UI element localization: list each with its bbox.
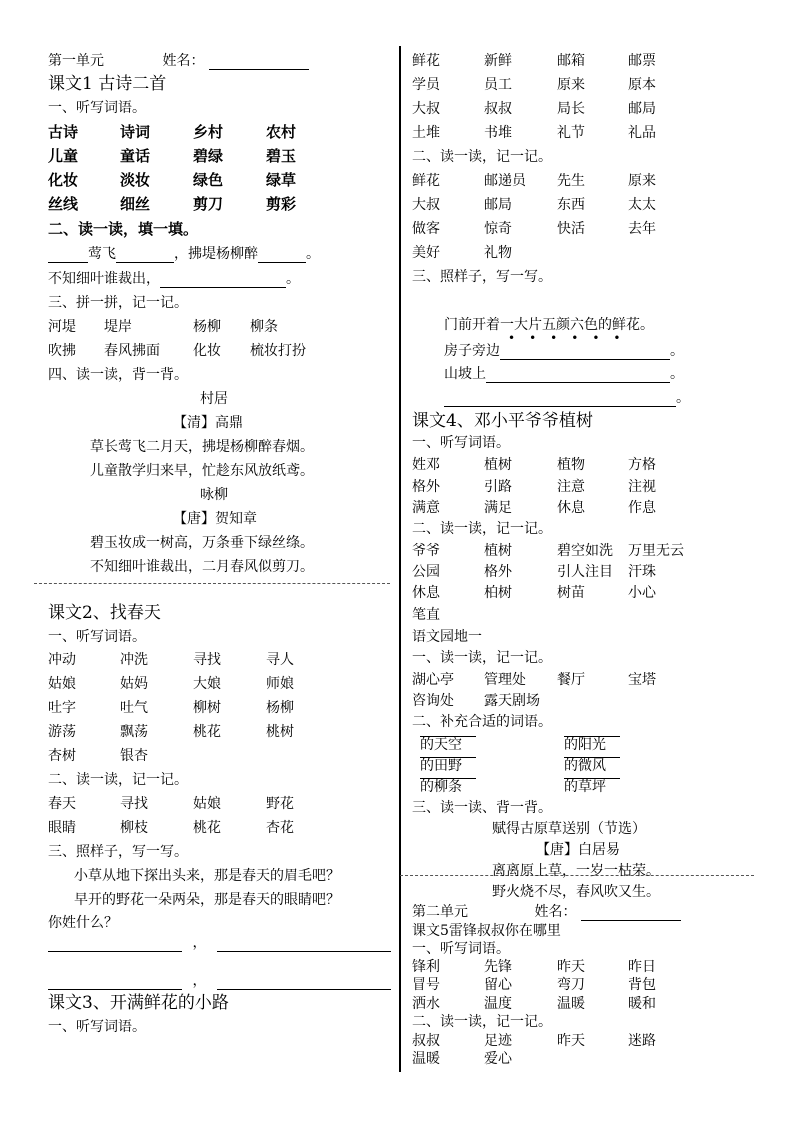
- poem-author: 【唐】白居易: [536, 842, 620, 858]
- lesson5-section2: 二、读一读，记一记。: [412, 1014, 552, 1030]
- word: 休息: [412, 585, 440, 601]
- word: 迷路: [628, 1033, 656, 1049]
- word: 乡村: [193, 123, 224, 141]
- write-blank[interactable]: [48, 951, 182, 952]
- word: 洒水: [412, 996, 440, 1012]
- word: 爷爷: [412, 543, 440, 559]
- word: 柳树: [193, 700, 221, 716]
- word: 植物: [557, 457, 585, 473]
- lesson2-section2: 二、读一读，记一记。: [48, 772, 188, 788]
- word: 细丝: [120, 195, 151, 213]
- word: 留心: [484, 977, 512, 993]
- word: 杏花: [266, 820, 294, 836]
- word: 河堤: [48, 319, 76, 335]
- lesson2-title: 课文2、找春天: [48, 603, 161, 623]
- word: 满意: [412, 500, 440, 516]
- word: 温暖: [557, 996, 585, 1012]
- poem-author: 【唐】贺知章: [173, 511, 257, 527]
- word: 惊奇: [484, 221, 512, 237]
- example-sentence: 门前开着一大片五颜六色的鲜花。: [444, 317, 654, 333]
- word: 员工: [484, 77, 512, 93]
- word: 格外: [484, 564, 512, 580]
- word: 快活: [557, 221, 585, 237]
- lesson1-section2: 二、读一读，填一填。: [48, 220, 199, 238]
- word: 书堆: [484, 125, 512, 141]
- word: 师娘: [266, 676, 294, 692]
- name-blank[interactable]: [581, 920, 681, 921]
- word: 桃花: [193, 724, 221, 740]
- word: 学员: [412, 77, 440, 93]
- word: 姓邓: [412, 457, 440, 473]
- word: 植树: [484, 457, 512, 473]
- word: 礼节: [557, 125, 585, 141]
- word: 柏树: [484, 585, 512, 601]
- lesson5-title: 课文5雷锋叔叔你在哪里: [412, 923, 561, 939]
- word: 休息: [557, 500, 585, 516]
- word: 方格: [628, 457, 656, 473]
- word: 作息: [628, 500, 656, 516]
- word: 杨柳: [193, 319, 221, 335]
- word: 诗词: [120, 123, 151, 141]
- word: 美好: [412, 245, 440, 261]
- word: 暖和: [628, 996, 656, 1012]
- word: 局长: [557, 101, 585, 117]
- lesson3-title: 课文3、开满鲜花的小路: [48, 993, 229, 1013]
- fill-text: 。: [306, 246, 320, 262]
- lesson1-section1: 一、听写词语。: [48, 100, 146, 116]
- fill-blank[interactable]: [116, 262, 174, 263]
- write-line: [48, 934, 391, 952]
- write-line: [444, 342, 684, 360]
- column-divider: [399, 46, 401, 1072]
- word: 碧玉: [266, 147, 297, 165]
- fill-text: 的田野: [420, 758, 462, 774]
- write-blank[interactable]: [486, 382, 670, 383]
- word: 格外: [412, 479, 440, 495]
- poem-line: 离离原上草，一岁一枯荣。: [492, 863, 660, 879]
- word: 小心: [628, 585, 656, 601]
- word: 树苗: [557, 585, 585, 601]
- lesson4-section2: 二、读一读，记一记。: [412, 521, 552, 537]
- word: 餐厅: [557, 672, 585, 688]
- lesson3-section1: 一、听写词语。: [48, 1019, 146, 1035]
- word: 湖心亭: [412, 672, 454, 688]
- word: 做客: [412, 221, 440, 237]
- word: 游荡: [48, 724, 76, 740]
- fill-blank[interactable]: [48, 262, 88, 263]
- write-blank[interactable]: [217, 951, 391, 952]
- fill-line-1: [48, 245, 320, 263]
- word: 新鲜: [484, 53, 512, 69]
- word: 绿草: [266, 171, 297, 189]
- word: 农村: [266, 123, 297, 141]
- word: 土堆: [412, 125, 440, 141]
- word: 注视: [628, 479, 656, 495]
- word: 邮局: [628, 101, 656, 117]
- word: 桃树: [266, 724, 294, 740]
- write-blank[interactable]: [217, 989, 391, 990]
- garden-title: 语文园地一: [412, 629, 482, 645]
- word: 邮箱: [557, 53, 585, 69]
- write-blank[interactable]: [48, 989, 182, 990]
- word: 鲜花: [412, 173, 440, 189]
- word: 原来: [557, 77, 585, 93]
- word: 桃花: [193, 820, 221, 836]
- word: 露天剧场: [484, 693, 540, 709]
- unit-header: [48, 52, 309, 70]
- word: 丝线: [48, 195, 79, 213]
- poem-line: 不知细叶谁裁出，二月春风似剪刀。: [90, 559, 314, 575]
- word: 太太: [628, 197, 656, 213]
- fill-blank[interactable]: [160, 287, 286, 288]
- word: 爱心: [484, 1051, 512, 1067]
- word: 吹拂: [48, 343, 76, 359]
- word: 管理处: [484, 672, 526, 688]
- word: 春天: [48, 796, 76, 812]
- fill-blank[interactable]: [258, 262, 306, 263]
- word: 温度: [484, 996, 512, 1012]
- lesson3-section3: 三、照样子，写一写。: [412, 269, 552, 285]
- word: 大叔: [412, 101, 440, 117]
- lesson1-section3: 三、拼一拼，记一记。: [48, 295, 188, 311]
- word: 童话: [120, 147, 151, 165]
- word: 眼睛: [48, 820, 76, 836]
- fill-text: 的阳光: [564, 737, 606, 753]
- comma: ，: [192, 973, 207, 989]
- word: 植树: [484, 543, 512, 559]
- poem-author: 【清】高鼎: [173, 415, 243, 431]
- example-sentence: 小草从地下探出头来，那是春天的眉毛吧？: [74, 868, 340, 884]
- word: 邮票: [628, 53, 656, 69]
- fill-text: 的微风: [564, 758, 606, 774]
- word: 寻找: [193, 652, 221, 668]
- word: 寻人: [266, 652, 294, 668]
- fill-text: 。: [286, 271, 300, 287]
- lesson5-section1: 一、听写词语。: [412, 941, 510, 957]
- fill-text: 莺飞: [88, 246, 116, 262]
- word: 公园: [412, 564, 440, 580]
- word: 飘荡: [120, 724, 148, 740]
- garden-section2: 二、补充合适的词语。: [412, 714, 552, 730]
- poem-line: 儿童散学归来早，忙趁东风放纸鸢。: [90, 463, 314, 479]
- word: 碧空如洗: [557, 543, 613, 559]
- word: 古诗: [48, 123, 79, 141]
- lesson3-section2: 二、读一读，记一记。: [412, 149, 552, 165]
- fill-text: 的天空: [420, 737, 462, 753]
- comma: ，: [192, 935, 207, 951]
- lesson4-section1: 一、听写词语。: [412, 435, 510, 451]
- write-line: [48, 972, 391, 990]
- word: 银杏: [120, 748, 148, 764]
- name-label: 姓名：: [534, 904, 577, 920]
- period: 。: [676, 390, 690, 406]
- word: 淡妆: [120, 171, 151, 189]
- word: 引人注目: [557, 564, 613, 580]
- word: 昨天: [557, 1033, 585, 1049]
- poem-title: 赋得古原草送别（节选）: [492, 821, 646, 837]
- name-label: 姓名：: [162, 53, 205, 69]
- word: 叔叔: [412, 1033, 440, 1049]
- example-sentence: 你姓什么？: [48, 915, 118, 931]
- word: 足迹: [484, 1033, 512, 1049]
- word: 吐气: [120, 700, 148, 716]
- unit-label: 第一单元: [48, 53, 104, 69]
- fill-text: 不知细叶谁裁出，: [48, 271, 160, 287]
- lesson2-section3: 三、照样子，写一写。: [48, 844, 188, 860]
- word: 礼物: [484, 245, 512, 261]
- section-divider-left: [34, 583, 390, 584]
- word: 满足: [484, 500, 512, 516]
- word: 先生: [557, 173, 585, 189]
- poem-line: 草长莺飞二月天，拂堤杨柳醉春烟。: [90, 439, 314, 455]
- poem-line: 碧玉妆成一树高，万条垂下绿丝绦。: [90, 535, 314, 551]
- word: 剪刀: [193, 195, 224, 213]
- word: 春风拂面: [104, 343, 160, 359]
- word: 邮递员: [484, 173, 526, 189]
- word: 温暖: [412, 1051, 440, 1067]
- period: 。: [670, 343, 684, 359]
- write-line: [444, 365, 684, 383]
- write-line: [444, 389, 690, 407]
- word: 东西: [557, 197, 585, 213]
- word: 汗珠: [628, 564, 656, 580]
- word: 化妆: [193, 343, 221, 359]
- write-blank[interactable]: [444, 406, 676, 407]
- word: 姑娘: [193, 796, 221, 812]
- word: 昨日: [628, 959, 656, 975]
- word: 堤岸: [104, 319, 132, 335]
- prompt-text: 山坡上: [444, 366, 486, 382]
- word: 背包: [628, 977, 656, 993]
- word: 大叔: [412, 197, 440, 213]
- fill-line-2: [48, 270, 300, 288]
- garden-section1: 一、读一读，记一记。: [412, 650, 552, 666]
- word: 柳条: [250, 319, 278, 335]
- name-blank[interactable]: [209, 69, 309, 70]
- word: 注意: [557, 479, 585, 495]
- example-sentence: 早开的野花一朵两朵，那是春天的眼睛吧？: [74, 892, 340, 908]
- poem-title: 村居: [200, 391, 228, 407]
- word: 宝塔: [628, 672, 656, 688]
- word: 笔直: [412, 607, 440, 623]
- word: 绿色: [193, 171, 224, 189]
- word: 咨询处: [412, 693, 454, 709]
- word: 礼品: [628, 125, 656, 141]
- lesson4-title: 课文4、邓小平爷爷植树: [412, 411, 593, 431]
- word: 姑妈: [120, 676, 148, 692]
- word: 野花: [266, 796, 294, 812]
- write-blank[interactable]: [500, 359, 670, 360]
- lesson1-section4: 四、读一读，背一背。: [48, 367, 188, 383]
- word: 原本: [628, 77, 656, 93]
- word: 大娘: [193, 676, 221, 692]
- word: 昨天: [557, 959, 585, 975]
- word: 剪彩: [266, 195, 297, 213]
- fill-text: ，拂堤杨柳醉: [174, 246, 258, 262]
- word: 梳妆打扮: [250, 343, 306, 359]
- word: 杨柳: [266, 700, 294, 716]
- lesson1-title: 课文1 古诗二首: [48, 74, 167, 94]
- fill-text: 的草坪: [564, 779, 606, 795]
- word: 叔叔: [484, 101, 512, 117]
- lesson2-section1: 一、听写词语。: [48, 629, 146, 645]
- word: 去年: [628, 221, 656, 237]
- word: 先锋: [484, 959, 512, 975]
- prompt-text: 房子旁边: [444, 343, 500, 359]
- poem-title: 咏柳: [200, 487, 228, 503]
- word: 寻找: [120, 796, 148, 812]
- poem-line: 野火烧不尽，春风吹又生。: [492, 884, 660, 900]
- emphasis-dots: ••••••: [508, 331, 635, 345]
- word: 鲜花: [412, 53, 440, 69]
- word: 姑娘: [48, 676, 76, 692]
- word: 吐字: [48, 700, 76, 716]
- word: 冲动: [48, 652, 76, 668]
- word: 杏树: [48, 748, 76, 764]
- word: 邮局: [484, 197, 512, 213]
- unit-label: 第二单元: [412, 904, 468, 920]
- word: 柳枝: [120, 820, 148, 836]
- word: 锋利: [412, 959, 440, 975]
- word: 碧绿: [193, 147, 224, 165]
- garden-section3: 三、读一读、背一背。: [412, 800, 552, 816]
- word: 万里无云: [628, 543, 684, 559]
- period: 。: [670, 366, 684, 382]
- word: 冒号: [412, 977, 440, 993]
- word: 冲洗: [120, 652, 148, 668]
- word: 弯刀: [557, 977, 585, 993]
- word: 化妆: [48, 171, 79, 189]
- word: 儿童: [48, 147, 79, 165]
- unit2-header: [412, 903, 681, 921]
- word: 原来: [628, 173, 656, 189]
- word: 引路: [484, 479, 512, 495]
- fill-text: 的柳条: [420, 779, 462, 795]
